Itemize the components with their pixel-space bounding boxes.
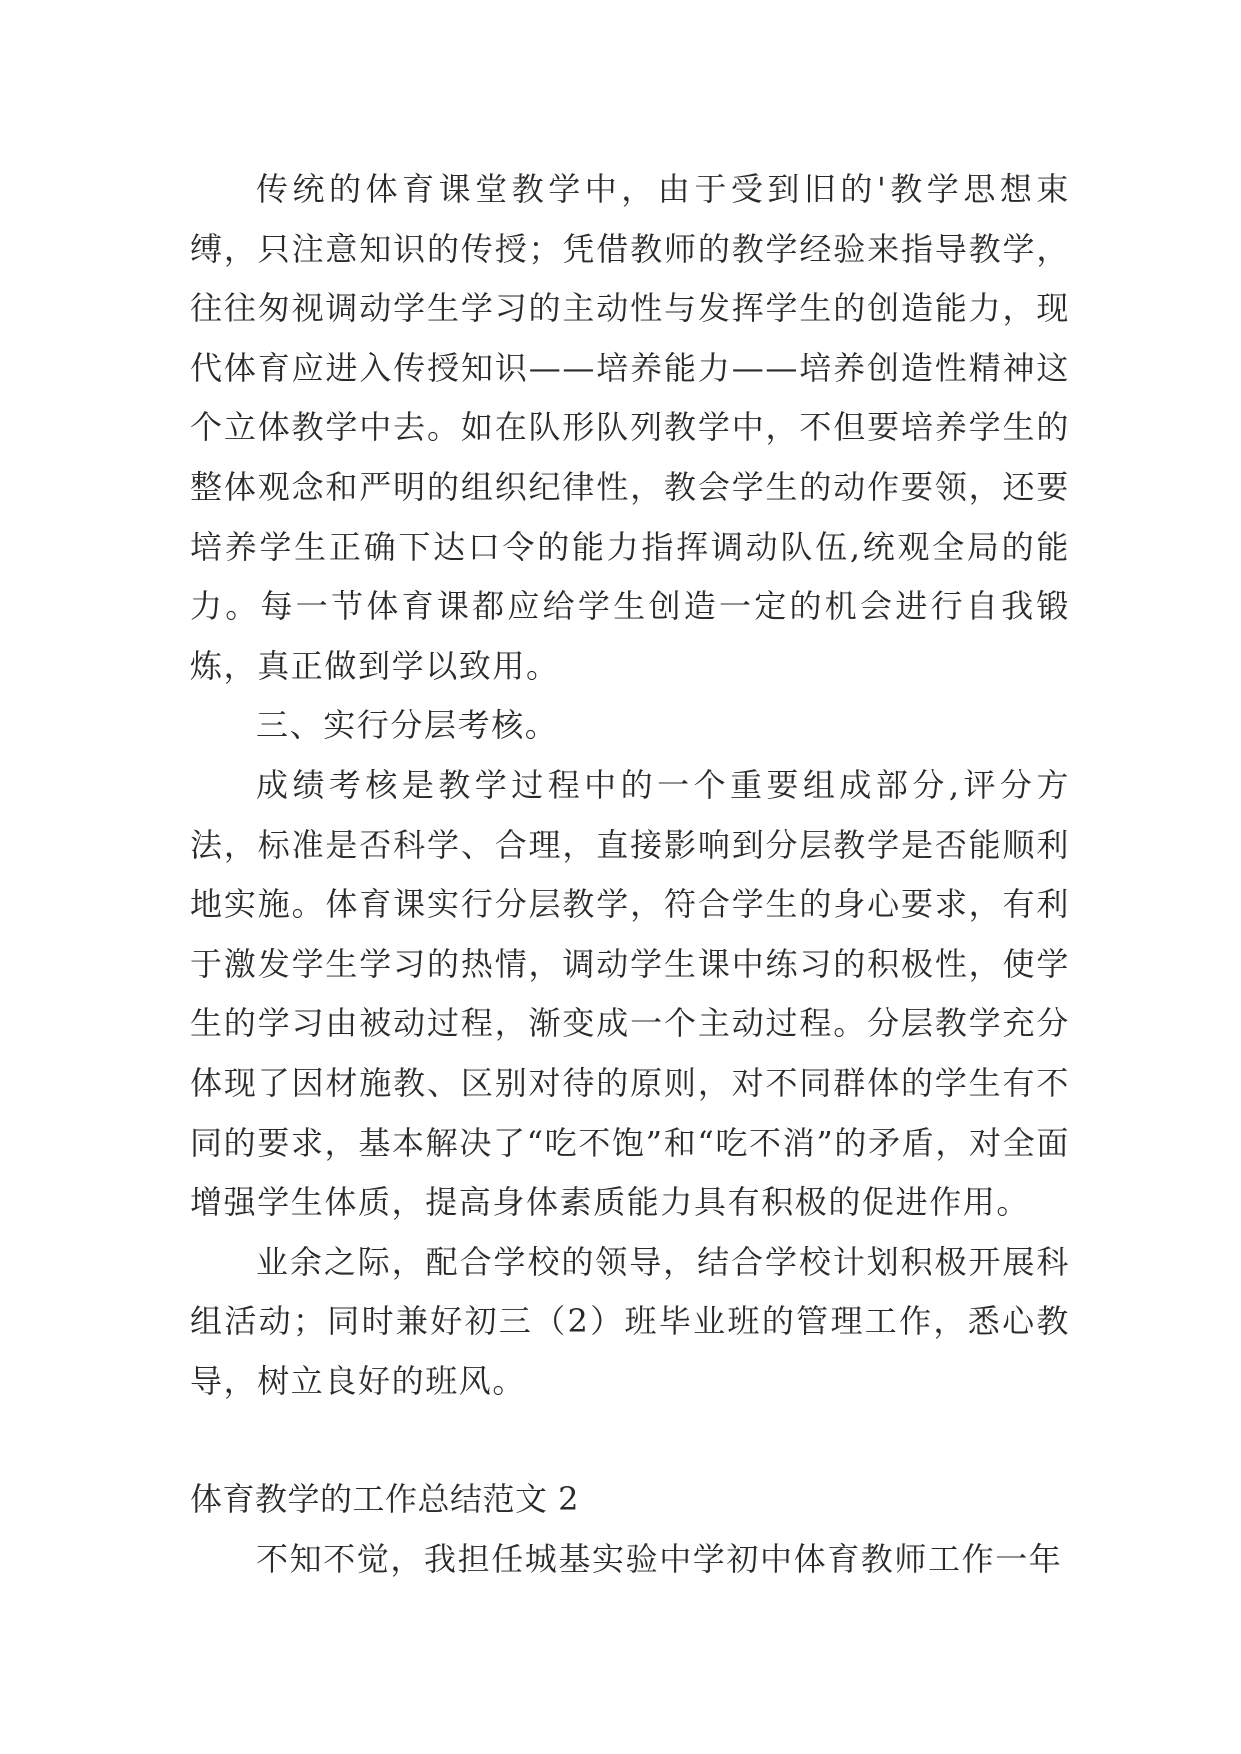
document-body: [190, 160, 1070, 1590]
paragraph-assessment: 成绩考核是教学过程中的一个重要组成部分,评分方法，标准是否科学、合理，直接影响到分层教学是否能顺利地实施。体育课实行分层教学，符合学生的身心要求，有利于激发学生学习的热情，调动学生课中练习的积极性，使学生的学习由被动过程，渐变成一个主动过程。分层教学充分体现了因材施教、区别对待的原则，对不同群体的学生有不同的要求，基本解决了“吃不饱”和“吃不消”的矛盾，对全面增强学生体质，提高身体素质能力具有积极的促进作用。: [190, 765, 1070, 1222]
paragraph-extracurricular: 业余之际，配合学校的领导，结合学校计划积极开展科组活动；同时兼好初三（2）班毕业班的管理工作，悉心教导，树立良好的班风。: [190, 1242, 1070, 1400]
paragraph-teaching-methods: 传统的体育课堂教学中，由于受到旧的'教学思想束缚，只注意知识的传授；凭借教师的教学经验来指导教学，往往匆视调动学生学习的主动性与发挥学生的创造能力，现代体育应进入传授知识——培养能力——培养创造性精神这个立体教学中去。如在队形队列教学中，不但要培养学生的整体观念和严明的组织纪律性，教会学生的动作要领，还要培养学生正确下达口令的能力指挥调动队伍,统观全局的能力。每一节体育课都应给学生创造一定的机会进行自我锻炼，真正做到学以致用。: [190, 170, 1070, 685]
section-heading: 体育教学的工作总结范文 2: [190, 1480, 580, 1519]
paragraph-subheading-assessment: 三、实行分层考核。: [256, 706, 559, 745]
paragraph-intro-second-article: 不知不觉，我担任城基实验中学初中体育教师工作一年: [256, 1540, 1063, 1579]
